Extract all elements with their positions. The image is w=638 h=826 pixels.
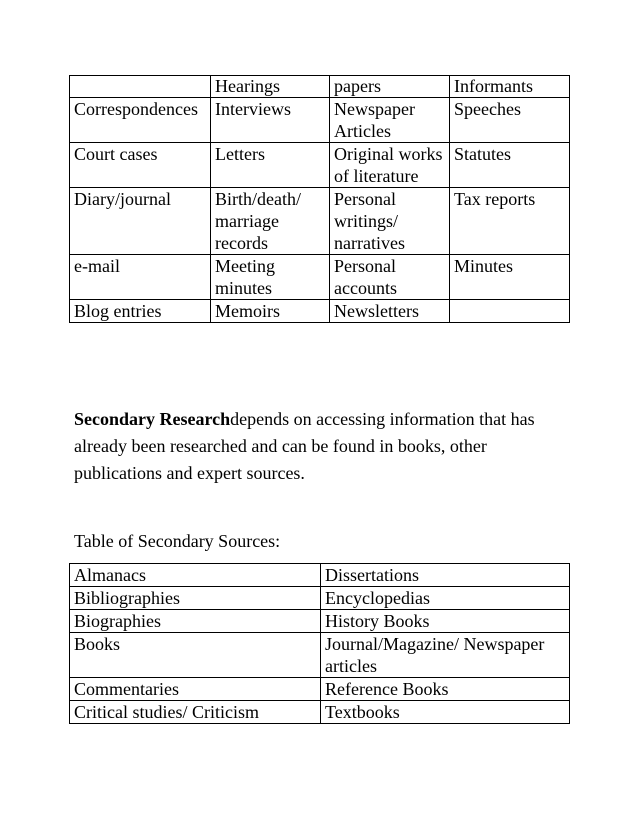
secondary-table-caption: Table of Secondary Sources:: [74, 531, 281, 551]
table-cell: Minutes: [450, 255, 570, 300]
table-cell: Letters: [211, 143, 330, 188]
table-cell: Informants: [450, 76, 570, 98]
table-cell: Meeting minutes: [211, 255, 330, 300]
table-cell: Speeches: [450, 98, 570, 143]
table-cell: papers: [330, 76, 450, 98]
table-row: [70, 610, 570, 633]
table-cell: Personal accounts: [330, 255, 450, 300]
table-row: [70, 564, 570, 587]
table-cell: Biographies: [70, 610, 321, 633]
table-cell: Diary/journal: [70, 188, 211, 255]
secondary-sources-table: [69, 563, 570, 724]
table-cell: Textbooks: [321, 701, 570, 724]
table-cell: Court cases: [70, 143, 211, 188]
table-cell: Birth/death/ marriage records: [211, 188, 330, 255]
table-cell: Dissertations: [321, 564, 570, 587]
table-cell: Commentaries: [70, 678, 321, 701]
table-cell: Blog entries: [70, 300, 211, 323]
table-cell: e-mail: [70, 255, 211, 300]
table-cell: Original works of literature: [330, 143, 450, 188]
table-cell: History Books: [321, 610, 570, 633]
table-cell: Books: [70, 633, 321, 678]
table-cell: Encyclopedias: [321, 587, 570, 610]
secondary-research-heading: Secondary Research: [74, 409, 231, 429]
table-cell: Interviews: [211, 98, 330, 143]
table-row: [70, 98, 570, 143]
table-row: [70, 188, 570, 255]
table-cell: Critical studies/ Criticism: [70, 701, 321, 724]
primary-sources-table: [69, 75, 570, 323]
table-row: [70, 76, 570, 98]
table-cell: [450, 300, 570, 323]
table-cell: Personal writings/ narratives: [330, 188, 450, 255]
table-cell: Reference Books: [321, 678, 570, 701]
table-cell: [70, 76, 211, 98]
table-cell: Bibliographies: [70, 587, 321, 610]
table-row: [70, 143, 570, 188]
table-cell: Journal/Magazine/ Newspaper articles: [321, 633, 570, 678]
table-cell: Statutes: [450, 143, 570, 188]
secondary-research-paragraph: [74, 406, 574, 487]
table-row: [70, 701, 570, 724]
table-cell: Tax reports: [450, 188, 570, 255]
table-row: [70, 678, 570, 701]
table-cell: Newspaper Articles: [330, 98, 450, 143]
table-cell: Hearings: [211, 76, 330, 98]
table-cell: Correspondences: [70, 98, 211, 143]
table-row: [70, 587, 570, 610]
table-row: [70, 633, 570, 678]
table-cell: Newsletters: [330, 300, 450, 323]
secondary-research-body: depends on accessing information that has already been researched and can be found in books, other publications and expert sources.: [74, 409, 535, 483]
table-row: [70, 255, 570, 300]
table-row: [70, 300, 570, 323]
table-cell: Almanacs: [70, 564, 321, 587]
table-cell: Memoirs: [211, 300, 330, 323]
